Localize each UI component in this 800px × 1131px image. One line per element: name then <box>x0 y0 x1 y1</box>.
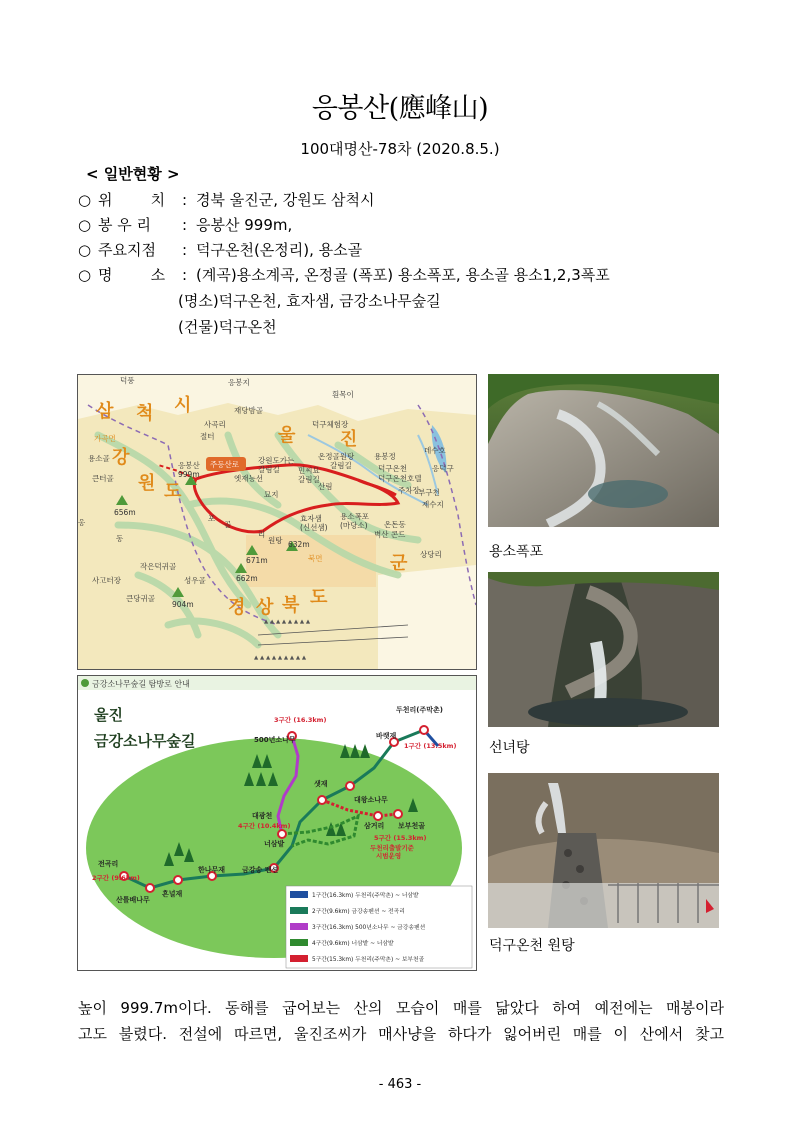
svg-text:656m: 656m <box>114 508 136 517</box>
svg-text:재당밤골: 재당밤골 <box>234 406 263 415</box>
svg-text:민씨묘: 민씨묘 <box>298 466 320 475</box>
svg-text:4구간 (10.4km): 4구간 (10.4km) <box>238 822 291 830</box>
svg-text:662m: 662m <box>236 574 258 583</box>
svg-text:샛재: 샛재 <box>314 780 328 788</box>
svg-text:전곡리: 전곡리 <box>98 860 119 868</box>
svg-text:덕풍: 덕풍 <box>120 376 135 385</box>
photo-caption: 용소폭포 <box>489 544 544 560</box>
svg-text:보부천골: 보부천골 <box>398 822 426 830</box>
svg-text:▲ ▲ ▲ ▲ ▲ ▲ ▲ ▲: ▲ ▲ ▲ ▲ ▲ ▲ ▲ ▲ <box>264 619 311 625</box>
photo-caption: 덕구온천 원탕 <box>489 938 575 954</box>
region-label: 북 <box>282 595 300 616</box>
svg-text:632m: 632m <box>288 540 310 549</box>
svg-text:응덕구: 응덕구 <box>432 464 454 473</box>
pine-forest-trail-map <box>77 675 477 971</box>
svg-text:동: 동 <box>116 534 124 543</box>
svg-text:작은덕귀골: 작은덕귀골 <box>140 562 177 571</box>
bullet-icon: ○ <box>78 241 92 259</box>
legend-swatch <box>290 939 308 946</box>
info-label: 봉 우 리 <box>98 216 152 234</box>
page-number: - 463 - <box>378 1077 422 1092</box>
info-value: 경북 울진군, 강원도 삼척시 <box>196 191 375 209</box>
info-value: 덕구온천(온정리), 용소골 <box>196 241 363 259</box>
photo-yongso-waterfall <box>488 374 719 527</box>
trail-map-header: 금강소나무숲길 탐방로 안내 <box>92 679 190 689</box>
svg-text:큰당귀골: 큰당귀골 <box>126 594 155 603</box>
svg-text:상당리: 상당리 <box>420 550 442 559</box>
section-header: < 일반현황 > <box>86 165 180 183</box>
svg-text:671m: 671m <box>246 556 268 565</box>
svg-text:묘지: 묘지 <box>264 490 279 499</box>
svg-text:산림: 산림 <box>318 482 333 491</box>
svg-text:용소골: 용소골 <box>88 454 110 463</box>
svg-text:리: 리 <box>258 530 266 539</box>
svg-text:두천리(주막촌): 두천리(주막촌) <box>396 706 443 714</box>
info-continued-2: (건물)덕구온천 <box>178 318 277 336</box>
info-label: 명 소 <box>98 266 166 284</box>
legend-entry: 5구간(15.3km) 두천리(주막촌) ~ 보부천골 <box>312 957 425 963</box>
svg-text:흰목이: 흰목이 <box>332 390 354 399</box>
legend-swatch <box>290 891 308 898</box>
region-label: 울 <box>278 425 296 446</box>
region-label: 강 <box>112 447 130 468</box>
page-subtitle: 100대명산-78차 (2020.8.5.) <box>300 140 500 158</box>
photo-deokgu-hotspring <box>488 773 719 928</box>
svg-text:한나무재: 한나무재 <box>198 866 226 874</box>
photo-seonnyeotang <box>488 572 719 727</box>
svg-text:원탕: 원탕 <box>268 536 283 545</box>
bullet-icon: ○ <box>78 191 92 209</box>
region-label: 척 <box>136 403 154 424</box>
svg-text:포: 포 <box>208 514 216 523</box>
region-label: 도 <box>310 587 328 608</box>
svg-text:주등산로: 주등산로 <box>210 460 239 469</box>
svg-text:2구간 (9.6km): 2구간 (9.6km) <box>92 874 140 882</box>
svg-text:갈림길: 갈림길 <box>298 475 320 484</box>
svg-text:데수호: 데수호 <box>424 446 446 455</box>
info-continued-1: (명소)덕구온천, 효자샘, 금강소나무숲길 <box>178 292 441 310</box>
svg-text:흔널재: 흔널재 <box>162 890 183 898</box>
svg-text:사고터장: 사고터장 <box>92 576 121 585</box>
svg-text:강원도가는: 강원도가는 <box>258 456 295 465</box>
svg-text:주차장: 주차장 <box>398 486 420 495</box>
svg-text:제수지: 제수지 <box>422 500 444 509</box>
info-label: 위 치 <box>98 191 166 209</box>
info-row-points: ○ 주요지점 : 덕구온천(온정리), 용소골 <box>78 241 363 259</box>
svg-text:▲ ▲ ▲ ▲ ▲ ▲ ▲ ▲ ▲: ▲ ▲ ▲ ▲ ▲ ▲ ▲ ▲ ▲ <box>254 655 307 661</box>
svg-text:응봉지: 응봉지 <box>228 378 250 387</box>
info-value: 응봉산 999m, <box>196 216 293 234</box>
svg-text:산틀배나무: 산틀배나무 <box>116 896 150 904</box>
svg-text:갈림길: 갈림길 <box>258 465 280 474</box>
info-row-location: ○ 위 치 : 경북 울진군, 강원도 삼척시 <box>78 191 375 209</box>
legend-entry: 2구간(9.6km) 금강송펜션 ~ 전곡리 <box>312 909 405 915</box>
region-label: 삼 <box>96 401 114 422</box>
info-row-peak: ○ 봉 우 리 : 응봉산 999m, <box>78 216 293 234</box>
bullet-icon: ○ <box>78 216 92 234</box>
svg-text:효자샘: 효자샘 <box>300 514 322 523</box>
svg-text:대광천: 대광천 <box>252 812 273 820</box>
svg-text:절터: 절터 <box>200 432 215 441</box>
photo-caption: 선녀탕 <box>489 740 530 756</box>
svg-text:갈림길: 갈림길 <box>330 461 352 470</box>
svg-text:온돈동: 온돈동 <box>384 520 406 529</box>
info-label: 주요지점 <box>98 241 156 259</box>
svg-text:사곡리: 사곡리 <box>204 420 226 429</box>
svg-text:시범운영: 시범운영 <box>376 852 402 860</box>
svg-text:대왕소나무: 대왕소나무 <box>354 796 388 804</box>
svg-text:500년소나무: 500년소나무 <box>254 736 296 744</box>
info-value: (계곡)용소계곡, 온정골 (폭포) 용소폭포, 용소골 용소1,2,3폭포 <box>196 266 610 284</box>
trail-map-graphic <box>78 676 476 970</box>
region-label: 진 <box>340 429 358 450</box>
svg-text:904m: 904m <box>172 600 194 609</box>
svg-text:1구간 (13.5km): 1구간 (13.5km) <box>404 742 457 750</box>
trail-brand-line1: 울진 <box>94 706 123 724</box>
region-label: 도 <box>164 481 182 502</box>
svg-text:금강송 펜션: 금강송 펜션 <box>242 866 279 874</box>
svg-text:(신선샘): (신선샘) <box>300 523 328 532</box>
legend-entry: 4구간(9.6km) 너삼밭 ~ 너삼밭 <box>312 941 394 947</box>
region-label: 시 <box>174 395 192 416</box>
svg-text:부구천: 부구천 <box>418 488 440 497</box>
bullet-icon: ○ <box>78 266 92 284</box>
region-label: 원 <box>138 473 156 494</box>
legend-entry: 1구간(16.3km) 두천리(주막촌) ~ 너삼밭 <box>312 893 419 899</box>
legend-swatch <box>290 955 308 962</box>
svg-text:골: 골 <box>224 520 232 529</box>
svg-text:덕구체험장: 덕구체험장 <box>312 420 349 429</box>
region-label: 상 <box>256 597 274 618</box>
trail-brand-line2: 금강소나무숲길 <box>94 732 196 750</box>
svg-text:너삼밭: 너삼밭 <box>264 840 285 848</box>
page-title: 응봉산(應峰山) <box>311 93 489 124</box>
svg-text:삼거리: 삼거리 <box>364 822 385 830</box>
svg-text:북면: 북면 <box>308 554 323 563</box>
legend-swatch <box>290 923 308 930</box>
region-label: 군 <box>390 553 408 574</box>
svg-text:응봉산: 응봉산 <box>178 461 200 470</box>
svg-text:가곡면: 가곡면 <box>94 434 116 443</box>
info-row-attractions: ○ 명 소 : (계곡)용소계곡, 온정골 (폭포) 용소폭포, 용소골 용소1,2,3폭포 <box>78 266 610 284</box>
svg-text:덕구온천: 덕구온천 <box>378 464 407 473</box>
svg-text:엣재능선: 엣재능선 <box>234 474 263 483</box>
svg-text:두천리출발기준: 두천리출발기준 <box>370 844 414 852</box>
svg-text:성우골: 성우골 <box>184 576 206 585</box>
svg-text:용봉정: 용봉정 <box>374 452 396 461</box>
svg-text:(마당소): (마당소) <box>340 521 368 530</box>
body-paragraph-line: 높이 999.7m이다. 동해를 굽어보는 산의 모습이 매를 닮았다 하여 예전에는 매봉이라 <box>78 999 724 1017</box>
hiking-route-map <box>77 374 477 670</box>
svg-text:큰터골: 큰터골 <box>92 474 114 483</box>
region-label: 경 <box>228 597 246 618</box>
svg-text:옹: 옹 <box>78 518 86 527</box>
svg-text:바랫재: 바랫재 <box>376 732 397 740</box>
svg-text:온정골원탕: 온정골원탕 <box>318 452 355 461</box>
legend-entry: 3구간(16.3km) 500년소나무 ~ 금강송펜션 <box>312 925 426 931</box>
body-paragraph-line: 고도 불렸다. 전설에 따르면, 울진조씨가 매사냥을 하다가 잃어버린 매를 이 산에서 찾고 <box>78 1025 724 1043</box>
legend-swatch <box>290 907 308 914</box>
svg-text:999m: 999m <box>178 470 200 479</box>
svg-text:3구간 (16.3km): 3구간 (16.3km) <box>274 716 327 724</box>
svg-text:벽산 콘드: 벽산 콘드 <box>374 530 406 539</box>
svg-text:덕구온천호텔: 덕구온천호텔 <box>378 474 422 483</box>
svg-text:용소폭포: 용소폭포 <box>340 512 369 521</box>
route-map-graphic <box>78 375 476 669</box>
svg-text:5구간 (15.3km): 5구간 (15.3km) <box>374 834 427 842</box>
